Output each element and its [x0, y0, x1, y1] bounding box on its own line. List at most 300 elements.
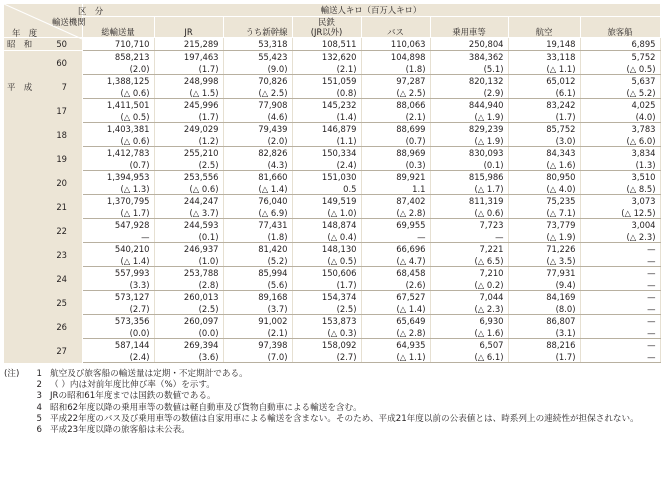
growth-cell: (4.3): [223, 159, 292, 171]
note-number: 5: [36, 413, 42, 424]
growth-cell: (0.0): [82, 327, 154, 339]
value-cell: 6,507: [430, 339, 508, 352]
growth-cell: (1.7): [154, 111, 223, 123]
note-item: [4, 425, 660, 436]
note-number: 3: [36, 391, 42, 402]
year-number: 21: [56, 201, 67, 212]
value-cell: 815,986: [430, 171, 508, 184]
growth-cell: (2.9): [430, 87, 508, 99]
year-cell: [4, 75, 82, 99]
growth-row: [4, 111, 660, 123]
value-cell: 148,130: [292, 243, 361, 256]
value-cell: 81,660: [223, 171, 292, 184]
growth-cell: (△ 2.5): [361, 87, 430, 99]
value-cell: 153,873: [292, 315, 361, 328]
note-item: [4, 414, 660, 425]
growth-cell: (△ 0.3): [292, 327, 361, 339]
value-cell: 84,169: [508, 291, 580, 304]
value-cell: 150,606: [292, 267, 361, 280]
growth-cell: (3.0): [508, 135, 580, 147]
value-cell: 710,710: [82, 38, 154, 51]
table-row: [4, 147, 660, 160]
year-cell: [4, 171, 82, 195]
growth-cell: (7.0): [223, 351, 292, 363]
growth-cell: (2.5): [154, 303, 223, 315]
year-cell: [4, 51, 82, 75]
growth-cell: —: [580, 351, 660, 363]
year-number: 18: [56, 129, 67, 140]
value-cell: 6,930: [430, 315, 508, 328]
growth-cell: (△ 2.5): [223, 87, 292, 99]
value-cell: 587,144: [82, 339, 154, 352]
growth-cell: (0.1): [154, 231, 223, 243]
growth-cell: (△ 0.2): [430, 279, 508, 291]
growth-row: [4, 63, 660, 75]
notes-label: (注): [4, 369, 20, 379]
mode-label: 輸送機関: [52, 17, 86, 27]
transport-table-figure: [4, 4, 660, 436]
growth-row: [4, 351, 660, 363]
year-cell: [4, 291, 82, 315]
value-cell: 79,439: [223, 123, 292, 136]
year-number: 50: [56, 39, 67, 49]
value-cell: —: [580, 291, 660, 304]
growth-cell: (0.7): [82, 159, 154, 171]
year-cell: [4, 339, 82, 363]
note-item: [4, 403, 660, 414]
value-cell: 1,412,783: [82, 147, 154, 160]
notes-label: [4, 414, 28, 425]
value-cell: 197,463: [154, 51, 223, 64]
growth-cell: (△ 1.9): [508, 231, 580, 243]
table-row: [4, 123, 660, 136]
value-cell: 7,210: [430, 267, 508, 280]
year-number: 7: [61, 81, 67, 92]
growth-cell: (2.0): [223, 135, 292, 147]
value-cell: 4,025: [580, 99, 660, 112]
growth-cell: (9.4): [508, 279, 580, 291]
value-cell: —: [580, 243, 660, 256]
year-cell: [4, 195, 82, 219]
note-number: 1: [36, 369, 42, 379]
value-cell: 7,221: [430, 243, 508, 256]
value-cell: 3,004: [580, 219, 660, 232]
header-corner: [4, 4, 104, 38]
growth-cell: (△ 1.0): [292, 207, 361, 219]
growth-cell: (1.8): [223, 231, 292, 243]
value-cell: 244,247: [154, 195, 223, 208]
value-cell: 66,696: [361, 243, 430, 256]
value-cell: 253,788: [154, 267, 223, 280]
value-cell: 67,527: [361, 291, 430, 304]
value-cell: 260,013: [154, 291, 223, 304]
value-cell: 97,287: [361, 75, 430, 88]
growth-cell: —: [430, 231, 508, 243]
value-cell: 87,402: [361, 195, 430, 208]
growth-cell: (4.0): [580, 111, 660, 123]
growth-cell: 1.1: [361, 183, 430, 195]
growth-cell: (△ 1.5): [154, 87, 223, 99]
value-cell: 3,783: [580, 123, 660, 136]
note-text: 平成22年度のバス及び乗用車等の数値は自家用車による輸送を含まない。そのため、平成21年度以前の公表値とは、時系列上の連続性が担保されない。: [50, 413, 639, 424]
growth-cell: (5.2): [223, 255, 292, 267]
value-cell: 82,826: [223, 147, 292, 160]
year-number: 17: [56, 105, 67, 116]
growth-cell: (△ 1.1): [361, 351, 430, 363]
value-cell: 97,398: [223, 339, 292, 352]
year-cell: [4, 99, 82, 123]
value-cell: 1,370,795: [82, 195, 154, 208]
growth-cell: (1.3): [580, 159, 660, 171]
value-cell: —: [580, 315, 660, 328]
value-cell: 245,996: [154, 99, 223, 112]
growth-cell: (△ 2.3): [430, 303, 508, 315]
year-number: 20: [56, 177, 67, 188]
growth-cell: (2.5): [292, 303, 361, 315]
growth-cell: (2.1): [292, 63, 361, 75]
growth-cell: (△ 0.6): [154, 183, 223, 195]
growth-cell: (2.7): [82, 303, 154, 315]
value-cell: 246,937: [154, 243, 223, 256]
value-cell: 77,431: [223, 219, 292, 232]
growth-cell: (1.1): [292, 135, 361, 147]
note-item: [4, 369, 660, 380]
value-cell: 1,388,125: [82, 75, 154, 88]
growth-cell: (△ 6.0): [580, 135, 660, 147]
growth-row: [4, 327, 660, 339]
value-cell: 88,969: [361, 147, 430, 160]
growth-row: [4, 159, 660, 171]
value-cell: 269,394: [154, 339, 223, 352]
growth-cell: (5.1): [430, 63, 508, 75]
growth-cell: (1.2): [154, 135, 223, 147]
note-text: 航空及び旅客船の輸送量は定期・不定期計である。: [50, 369, 248, 379]
value-cell: 249,029: [154, 123, 223, 136]
table-row: [4, 243, 660, 256]
section-label: 区 分: [78, 6, 104, 16]
value-cell: 89,168: [223, 291, 292, 304]
value-cell: 85,752: [508, 123, 580, 136]
year-cell: [4, 147, 82, 171]
notes-label: [4, 403, 28, 414]
growth-cell: (2.6): [361, 279, 430, 291]
growth-cell: 0.5: [292, 183, 361, 195]
growth-cell: (8.0): [508, 303, 580, 315]
growth-cell: (3.6): [154, 351, 223, 363]
unit-header: 輸送人キロ（百万人キロ）: [82, 4, 660, 17]
growth-cell: (0.3): [361, 159, 430, 171]
growth-cell: (2.4): [292, 159, 361, 171]
growth-cell: (0.8): [292, 87, 361, 99]
value-cell: 85,994: [223, 267, 292, 280]
year-number: 24: [56, 273, 67, 284]
growth-cell: —: [580, 255, 660, 267]
growth-cell: (△ 1.1): [508, 63, 580, 75]
growth-cell: (2.5): [154, 159, 223, 171]
note-text: JRの昭和61年度までは国鉄の数値である。: [50, 391, 216, 402]
growth-row: [4, 303, 660, 315]
value-cell: 77,908: [223, 99, 292, 112]
growth-cell: (△ 3.7): [154, 207, 223, 219]
note-number: 6: [36, 425, 42, 436]
value-cell: 65,012: [508, 75, 580, 88]
growth-row: [4, 87, 660, 99]
growth-cell: (△ 1.6): [508, 159, 580, 171]
growth-cell: (△ 8.5): [580, 183, 660, 195]
value-cell: 77,931: [508, 267, 580, 280]
growth-cell: (0.1): [430, 159, 508, 171]
growth-cell: (△ 1.7): [430, 183, 508, 195]
column-header: 乗用車等: [430, 17, 508, 38]
column-header: 総輸送量: [82, 17, 154, 38]
value-cell: 151,059: [292, 75, 361, 88]
table-row: [4, 195, 660, 208]
value-cell: 260,097: [154, 315, 223, 328]
value-cell: 1,403,381: [82, 123, 154, 136]
table-row: [4, 99, 660, 112]
value-cell: —: [580, 339, 660, 352]
value-cell: 64,935: [361, 339, 430, 352]
column-header: 旅客船: [580, 17, 660, 38]
growth-cell: (△ 1.4): [361, 303, 430, 315]
growth-cell: (△ 1.9): [430, 111, 508, 123]
value-cell: 84,343: [508, 147, 580, 160]
year-number: 22: [56, 225, 67, 236]
value-cell: 829,239: [430, 123, 508, 136]
growth-cell: (1.7): [154, 63, 223, 75]
growth-row: [4, 231, 660, 243]
growth-cell: (1.4): [292, 111, 361, 123]
growth-cell: (△ 0.6): [430, 207, 508, 219]
growth-cell: (△ 5.2): [580, 87, 660, 99]
note-number: 4: [36, 402, 42, 413]
growth-cell: (△ 1.7): [82, 207, 154, 219]
growth-cell: (△ 0.6): [82, 87, 154, 99]
value-cell: 255,210: [154, 147, 223, 160]
growth-cell: (△ 0.5): [580, 63, 660, 75]
growth-cell: (△ 2.3): [580, 231, 660, 243]
table-body: [4, 38, 660, 363]
value-cell: 86,807: [508, 315, 580, 328]
value-cell: 33,118: [508, 51, 580, 64]
table-row: [4, 219, 660, 232]
value-cell: 820,132: [430, 75, 508, 88]
column-header-row: [4, 17, 660, 38]
value-cell: 830,093: [430, 147, 508, 160]
value-cell: 68,458: [361, 267, 430, 280]
value-cell: 65,649: [361, 315, 430, 328]
value-cell: 71,226: [508, 243, 580, 256]
growth-cell: (△ 1.9): [430, 135, 508, 147]
notes-list: [4, 369, 660, 436]
value-cell: 250,804: [430, 38, 508, 51]
growth-cell: (△ 6.1): [430, 351, 508, 363]
value-cell: 7,723: [430, 219, 508, 232]
growth-cell: (3.1): [508, 327, 580, 339]
growth-cell: (△ 0.5): [82, 111, 154, 123]
value-cell: 53,318: [223, 38, 292, 51]
year-cell: [4, 267, 82, 291]
year-cell: [4, 315, 82, 339]
growth-cell: (△ 0.6): [82, 135, 154, 147]
growth-cell: (△ 0.4): [292, 231, 361, 243]
value-cell: 19,148: [508, 38, 580, 51]
growth-cell: (6.1): [508, 87, 580, 99]
table-row: [4, 291, 660, 304]
value-cell: 844,940: [430, 99, 508, 112]
column-header: うち新幹線: [223, 17, 292, 38]
value-cell: 145,232: [292, 99, 361, 112]
value-cell: 91,002: [223, 315, 292, 328]
note-item: [4, 391, 660, 402]
year-cell: [4, 243, 82, 267]
value-cell: 547,928: [82, 219, 154, 232]
value-cell: 149,519: [292, 195, 361, 208]
value-cell: 154,374: [292, 291, 361, 304]
note-text: 昭和62年度以降の乗用車等の数値は軽自動車及び貨物自動車による輸送を含む。: [50, 402, 362, 413]
growth-row: [4, 135, 660, 147]
growth-cell: (△ 1.6): [430, 327, 508, 339]
value-cell: 557,993: [82, 267, 154, 280]
value-cell: 5,752: [580, 51, 660, 64]
value-cell: 1,394,953: [82, 171, 154, 184]
growth-cell: (△ 0.5): [292, 255, 361, 267]
value-cell: 7,044: [430, 291, 508, 304]
growth-cell: —: [361, 231, 430, 243]
value-cell: —: [580, 267, 660, 280]
column-header: バス: [361, 17, 430, 38]
growth-cell: (△ 6.9): [223, 207, 292, 219]
column-header: JR: [154, 17, 223, 38]
growth-cell: (2.0): [82, 63, 154, 75]
growth-cell: (△ 12.5): [580, 207, 660, 219]
value-cell: 248,998: [154, 75, 223, 88]
value-cell: 150,334: [292, 147, 361, 160]
value-cell: 88,066: [361, 99, 430, 112]
value-cell: 215,289: [154, 38, 223, 51]
growth-cell: (1.8): [361, 63, 430, 75]
table-row: [4, 267, 660, 280]
value-cell: 573,356: [82, 315, 154, 328]
growth-cell: (2.7): [292, 351, 361, 363]
growth-cell: (9.0): [223, 63, 292, 75]
value-cell: 3,073: [580, 195, 660, 208]
value-cell: 811,319: [430, 195, 508, 208]
value-cell: 6,895: [580, 38, 660, 51]
table-row: [4, 171, 660, 184]
value-cell: 104,898: [361, 51, 430, 64]
growth-cell: —: [580, 327, 660, 339]
value-cell: 384,362: [430, 51, 508, 64]
growth-cell: (△ 2.8): [361, 327, 430, 339]
value-cell: 3,510: [580, 171, 660, 184]
value-cell: 5,637: [580, 75, 660, 88]
value-cell: 83,242: [508, 99, 580, 112]
year-number: 25: [56, 297, 67, 308]
growth-cell: —: [82, 231, 154, 243]
growth-cell: (1.0): [154, 255, 223, 267]
value-cell: 1,411,501: [82, 99, 154, 112]
growth-cell: (△ 4.7): [361, 255, 430, 267]
growth-cell: (1.7): [292, 279, 361, 291]
year-label: 年 度: [12, 28, 38, 38]
year-number: 27: [56, 345, 67, 356]
note-item: [4, 380, 660, 391]
growth-cell: (0.0): [154, 327, 223, 339]
value-cell: 80,950: [508, 171, 580, 184]
table-row: [4, 38, 660, 51]
value-cell: 70,826: [223, 75, 292, 88]
value-cell: 858,213: [82, 51, 154, 64]
note-text: （ ）内は対前年度比伸び率（%）を示す。: [50, 380, 215, 391]
growth-cell: (△ 2.8): [361, 207, 430, 219]
year-number: 23: [56, 249, 67, 260]
value-cell: 81,420: [223, 243, 292, 256]
growth-cell: (0.7): [361, 135, 430, 147]
growth-row: [4, 255, 660, 267]
value-cell: 88,216: [508, 339, 580, 352]
growth-cell: (△ 3.5): [508, 255, 580, 267]
note-text: 平成23年度以降の旅客船は未公表。: [50, 425, 190, 436]
growth-cell: (△ 1.4): [223, 183, 292, 195]
notes-label: [4, 391, 28, 402]
growth-cell: (3.7): [223, 303, 292, 315]
growth-cell: (△ 1.4): [82, 255, 154, 267]
growth-cell: (△ 1.3): [82, 183, 154, 195]
value-cell: 88,699: [361, 123, 430, 136]
value-cell: 253,556: [154, 171, 223, 184]
table-row: [4, 315, 660, 328]
year-cell: [4, 123, 82, 147]
growth-cell: (△ 4.0): [508, 183, 580, 195]
growth-cell: (△ 7.1): [508, 207, 580, 219]
value-cell: 73,779: [508, 219, 580, 232]
value-cell: 146,879: [292, 123, 361, 136]
value-cell: 75,235: [508, 195, 580, 208]
growth-cell: (2.1): [361, 111, 430, 123]
growth-cell: (2.1): [223, 327, 292, 339]
passenger-km-table: [4, 4, 661, 363]
growth-cell: (1.7): [508, 351, 580, 363]
table-row: [4, 339, 660, 352]
value-cell: 110,063: [361, 38, 430, 51]
era-label: 昭 和: [7, 39, 33, 49]
value-cell: 89,921: [361, 171, 430, 184]
table-row: [4, 75, 660, 88]
growth-row: [4, 207, 660, 219]
growth-cell: (5.6): [223, 279, 292, 291]
table-row: [4, 51, 660, 64]
value-cell: 158,092: [292, 339, 361, 352]
era-label: 平 成: [7, 81, 33, 92]
notes-label: [4, 380, 28, 391]
growth-cell: —: [580, 279, 660, 291]
column-header: 民鉄 (JR以外): [292, 17, 361, 38]
notes-section: [4, 369, 660, 436]
note-number: 2: [36, 380, 42, 391]
growth-row: [4, 279, 660, 291]
growth-cell: (2.4): [82, 351, 154, 363]
value-cell: 108,511: [292, 38, 361, 51]
value-cell: 3,834: [580, 147, 660, 160]
growth-cell: (3.3): [82, 279, 154, 291]
year-number: 19: [56, 153, 67, 164]
growth-cell: (△ 6.5): [430, 255, 508, 267]
growth-cell: (2.8): [154, 279, 223, 291]
year-cell: [4, 38, 82, 51]
value-cell: 148,874: [292, 219, 361, 232]
value-cell: 540,210: [82, 243, 154, 256]
